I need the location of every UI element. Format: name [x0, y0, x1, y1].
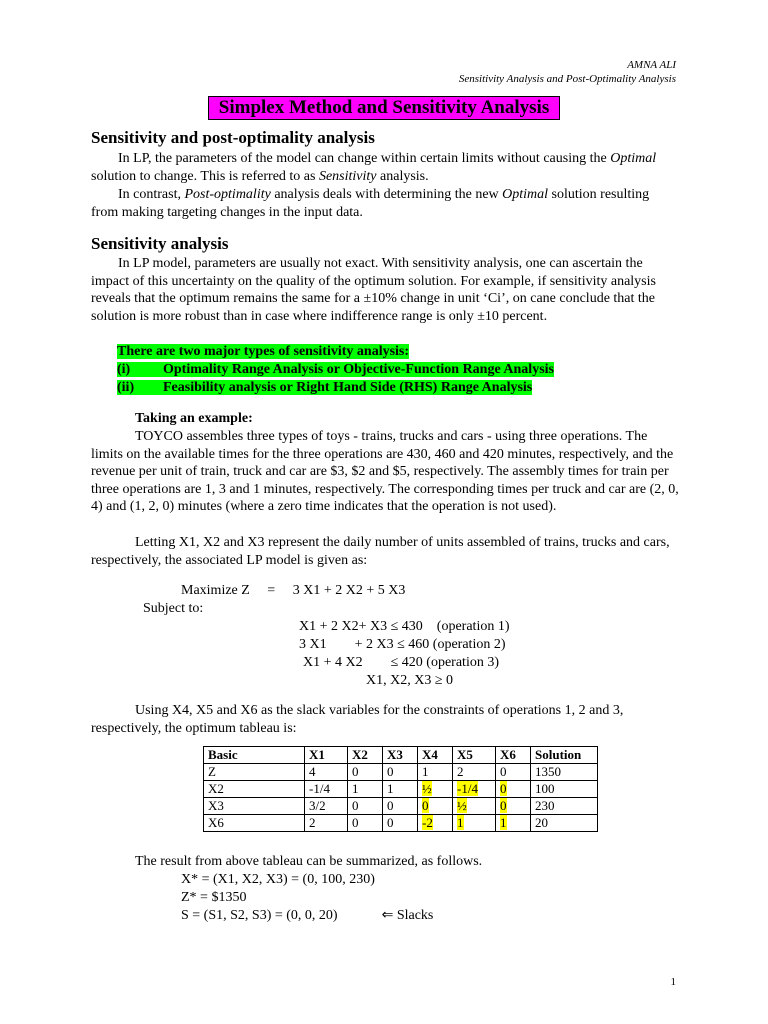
table-cell: ½	[418, 781, 453, 798]
summary-intro: The result from above tableau can be summarized, as follows.	[135, 854, 483, 869]
table-cell: 0	[496, 764, 531, 781]
example-heading: Taking an example:	[135, 411, 253, 426]
table-cell: 0	[418, 798, 453, 815]
table-row	[204, 815, 598, 832]
table-cell: 2	[305, 815, 348, 832]
table-cell: -1/4	[305, 781, 348, 798]
table-header: X3	[383, 747, 418, 764]
table-header: X4	[418, 747, 453, 764]
table-header: X2	[348, 747, 383, 764]
table-cell: 0	[496, 781, 531, 798]
document-title: Simplex Method and Sensitivity Analysis	[208, 96, 560, 120]
table-cell: 1	[496, 815, 531, 832]
section-heading-post-optimality: Sensitivity and post-optimality analysis	[91, 128, 375, 147]
section-heading-sensitivity: Sensitivity analysis	[91, 234, 229, 253]
table-cell: 230	[531, 798, 598, 815]
slacks: S = (S1, S2, S3) = (0, 0, 20) ⇐ Slacks	[181, 908, 434, 923]
table-cell: 0	[496, 798, 531, 815]
table-cell: 20	[531, 815, 598, 832]
x-star: X* = (X1, X2, X3) = (0, 100, 230)	[181, 872, 375, 887]
paragraph-sensitivity-analysis: In LP model, parameters are usually not exact. With sensitivity analysis, one can ascertain the impact of this uncertainty on the quality of the optimum solution. For example, if sensitivity analysis reveals that the optimum remains the same for a ±10% change in unit ‘Ci’, on cane conclude that the solution is more robust than in case where indifference range is only ±10 percent.	[91, 256, 656, 324]
table-header: X1	[305, 747, 348, 764]
table-header: X5	[453, 747, 496, 764]
table-row	[204, 764, 598, 781]
table-cell: 4	[305, 764, 348, 781]
constraint-2: 3 X1 + 2 X3 ≤ 460 (operation 2)	[299, 637, 506, 652]
table-row	[204, 798, 598, 815]
table-cell: ½	[453, 798, 496, 815]
table-cell: 1	[383, 781, 418, 798]
objective-function: Maximize Z = 3 X1 + 2 X2 + 5 X3	[181, 583, 406, 598]
table-cell: 0	[348, 764, 383, 781]
table-cell: 100	[531, 781, 598, 798]
table-cell: 3/2	[305, 798, 348, 815]
paragraph-slack-variables: Using X4, X5 and X6 as the slack variables for the constraints of operations 1, 2 and 3, respectively, the optimum tableau is:	[91, 703, 624, 736]
table-cell: 0	[383, 798, 418, 815]
type-2: (ii) Feasibility analysis or Right Hand Side (RHS) Range Analysis	[117, 380, 533, 395]
table-cell: X2	[204, 781, 305, 798]
optimum-tableau	[203, 746, 598, 832]
table-cell: X3	[204, 798, 305, 815]
table-cell: -2	[418, 815, 453, 832]
table-cell: 2	[453, 764, 496, 781]
constraint-1: X1 + 2 X2+ X3 ≤ 430 (operation 1)	[299, 619, 510, 634]
page-number: 1	[670, 976, 676, 988]
table-header: Solution	[531, 747, 598, 764]
table-header: X6	[496, 747, 531, 764]
table-cell: X6	[204, 815, 305, 832]
constraint-3: X1 + 4 X2 ≤ 420 (operation 3)	[303, 655, 499, 670]
table-cell: 1	[453, 815, 496, 832]
table-cell: 1	[348, 781, 383, 798]
arrow-left-icon: ⇐ Slacks	[381, 908, 434, 923]
table-cell: 0	[348, 815, 383, 832]
header-author: AMNA ALI	[627, 59, 676, 71]
table-cell: 1	[418, 764, 453, 781]
table-header: Basic	[204, 747, 305, 764]
table-cell: -1/4	[453, 781, 496, 798]
table-row	[204, 781, 598, 798]
table-cell: 0	[383, 815, 418, 832]
paragraph-post-optimality: In contrast, Post-optimality analysis deals with determining the new Optimal solution resulting from making targeting changes in the input data.	[91, 187, 650, 220]
non-negativity: X1, X2, X3 ≥ 0	[366, 673, 454, 688]
types-intro: There are two major types of sensitivity analysis:	[117, 344, 410, 359]
header-subtitle: Sensitivity Analysis and Post-Optimality Analysis	[458, 73, 676, 85]
z-star: Z* = $1350	[181, 890, 247, 905]
table-cell: 0	[383, 764, 418, 781]
paragraph-toyco: TOYCO assembles three types of toys - trains, trucks and cars - using three operations. The limits on the available times for the three operations are 430, 460 and 420 minutes, respectively, and the revenue per unit of train, truck and car are $3, $2 and $5, respectively. The assembly times for train per three operations are 1, 3 and 1 minutes, respectively. The corresponding times per truck and car are (2, 0, 4) and (1, 2, 0) minutes (where a zero time indicates that the operation is not used).	[91, 429, 679, 514]
table-cell: 1350	[531, 764, 598, 781]
table-header-row	[204, 747, 598, 764]
table-cell: 0	[348, 798, 383, 815]
table-cell: Z	[204, 764, 305, 781]
subject-to-label: Subject to:	[143, 601, 204, 616]
paragraph-variables: Letting X1, X2 and X3 represent the daily number of units assembled of trains, trucks and cars, respectively, the associated LP model is given as:	[91, 535, 670, 568]
type-1: (i) Optimality Range Analysis or Objective-Function Range Analysis	[117, 362, 554, 377]
paragraph-sensitivity-intro: In LP, the parameters of the model can change within certain limits without causing the Optimal solution to change. This is referred to as Sensitivity analysis.	[91, 151, 657, 184]
